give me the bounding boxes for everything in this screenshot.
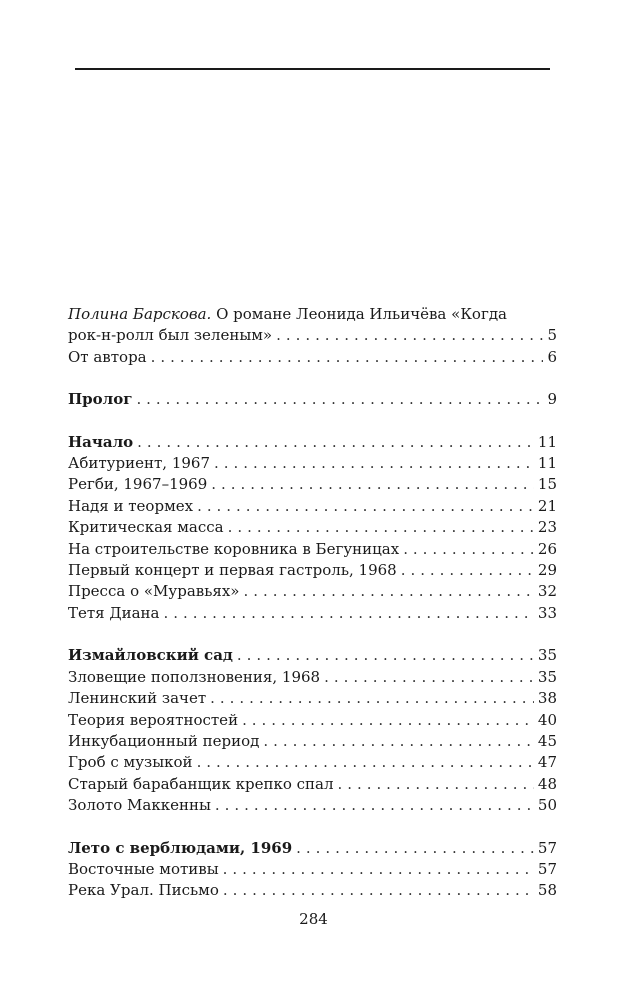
foreword-title: О романе Леонида Ильичёва «Когда: [211, 305, 507, 323]
leader-dots: [244, 581, 534, 602]
toc-entry[interactable]: [68, 880, 557, 901]
table-of-contents: [68, 304, 557, 902]
entry-title: Инкубационный период: [68, 731, 260, 750]
toc-entry[interactable]: [68, 517, 557, 538]
prologue-page: 9: [547, 390, 557, 409]
leader-dots: [215, 795, 534, 816]
entry-page: 47: [537, 753, 557, 772]
entry-title: Ленинский зачет: [68, 689, 207, 708]
leader-dots: [211, 474, 534, 495]
leader-dots: [401, 560, 534, 581]
entry-title: Золото Маккенны: [68, 796, 211, 815]
page-number: 284: [299, 910, 328, 928]
leader-dots: [228, 517, 534, 538]
leader-dots: [223, 859, 534, 880]
entry-title: Зловещие поползновения, 1968: [68, 667, 321, 686]
entry-title: На строительстве коровника в Бегуницах: [68, 539, 400, 558]
leader-dots: [164, 603, 534, 624]
entry-page: 35: [537, 667, 557, 686]
leader-dots: [324, 667, 534, 688]
entry-title: Восточные мотивы: [68, 859, 219, 878]
spacer: [68, 368, 557, 389]
entry-title: Гроб с музыкой: [68, 753, 193, 772]
entry-title: Надя и теормех: [68, 496, 194, 515]
section-title: Измайловский сад: [68, 646, 233, 665]
spacer: [68, 411, 557, 432]
entry-page: 57: [537, 859, 557, 878]
entry-page: 48: [537, 774, 557, 793]
entry-title: Первый концерт и первая гастроль, 1968: [68, 561, 397, 580]
section-title: Начало: [68, 432, 134, 451]
toc-entry[interactable]: [68, 710, 557, 731]
entry-title: Пресса о «Муравьях»: [68, 582, 240, 601]
entry-title: Теория вероятностей: [68, 710, 239, 729]
entry-page: 21: [537, 496, 557, 515]
toc-entry[interactable]: [68, 731, 557, 752]
leader-dots: [223, 880, 534, 901]
leader-dots: [263, 731, 534, 752]
entry-page: 50: [537, 796, 557, 815]
entry-page: 26: [537, 539, 557, 558]
leader-dots: [237, 645, 534, 666]
leader-dots: [296, 838, 534, 859]
foreword-page: 5: [547, 326, 557, 345]
leader-dots: [214, 453, 534, 474]
entry-page: 15: [537, 475, 557, 494]
toc-section-heading[interactable]: [68, 645, 557, 666]
leader-dots: [403, 539, 534, 560]
entry-page: 38: [537, 689, 557, 708]
toc-entry[interactable]: [68, 795, 557, 816]
foreword-author: Полина Барскова.: [68, 305, 212, 323]
spacer: [68, 817, 557, 838]
leader-dots: [210, 688, 534, 709]
toc-section-heading[interactable]: [68, 838, 557, 859]
leader-dots: [151, 347, 544, 368]
toc-entry[interactable]: [68, 688, 557, 709]
toc-entry[interactable]: [68, 603, 557, 624]
entry-page: 11: [537, 454, 557, 473]
entry-page: 33: [537, 603, 557, 622]
toc-entry[interactable]: [68, 453, 557, 474]
toc-entry[interactable]: [68, 539, 557, 560]
toc-entry[interactable]: [68, 581, 557, 602]
leader-dots: [137, 432, 534, 453]
toc-entry-from-author[interactable]: [68, 347, 557, 368]
section-title: Лето с верблюдами, 1969: [68, 838, 293, 857]
entry-title: Тетя Диана: [68, 603, 160, 622]
section-page: 35: [537, 646, 557, 665]
toc-section-heading[interactable]: [68, 432, 557, 453]
toc-entry[interactable]: [68, 496, 557, 517]
leader-dots: [197, 496, 534, 517]
spacer: [68, 624, 557, 645]
entry-page: 23: [537, 518, 557, 537]
leader-dots: [136, 389, 543, 410]
from-author-title: От автора: [68, 347, 147, 366]
toc-entry-prologue[interactable]: [68, 389, 557, 410]
section-page: 57: [537, 838, 557, 857]
leader-dots: [197, 752, 534, 773]
entry-page: 32: [537, 582, 557, 601]
entry-page: 58: [537, 881, 557, 900]
top-rule: [75, 68, 550, 70]
foreword-title-line2: рок-н-ролл был зеленым»: [68, 326, 273, 345]
toc-entry[interactable]: [68, 752, 557, 773]
from-author-page: 6: [547, 347, 557, 366]
toc-entry[interactable]: [68, 474, 557, 495]
entry-title: Старый барабанщик крепко спал: [68, 774, 334, 793]
entry-page: 29: [537, 561, 557, 580]
leader-dots: [276, 325, 543, 346]
leader-dots: [242, 710, 534, 731]
toc-entry[interactable]: [68, 774, 557, 795]
toc-entry-foreword-line1[interactable]: [68, 304, 557, 325]
entry-title: Критическая масса: [68, 518, 224, 537]
toc-entry[interactable]: [68, 560, 557, 581]
entry-page: 40: [537, 710, 557, 729]
entry-title: Абитуриент, 1967: [68, 454, 210, 473]
leader-dots: [338, 774, 534, 795]
toc-entry-foreword-line2[interactable]: [68, 325, 557, 346]
entry-title: Река Урал. Письмо: [68, 881, 219, 900]
entry-title: Регби, 1967–1969: [68, 475, 208, 494]
toc-entry[interactable]: [68, 859, 557, 880]
toc-entry[interactable]: [68, 667, 557, 688]
section-page: 11: [537, 432, 557, 451]
prologue-title: Пролог: [68, 390, 133, 409]
entry-page: 45: [537, 731, 557, 750]
